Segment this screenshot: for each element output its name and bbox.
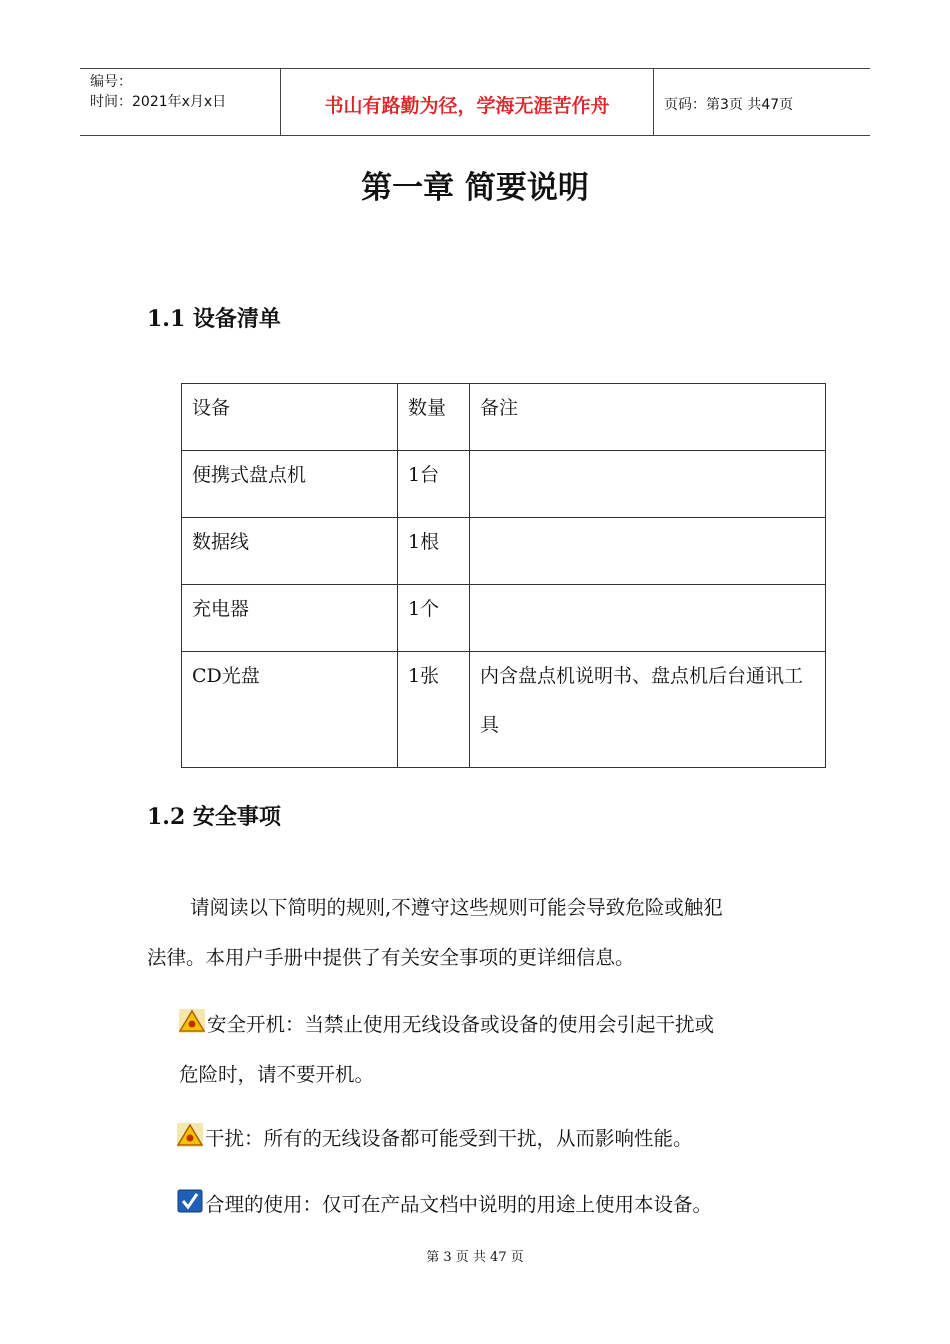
table-row (182, 451, 826, 518)
table-cell: CD光盘 (182, 652, 398, 768)
table-cell: 便携式盘点机 (182, 451, 398, 518)
page-footer: 第 3 页 共 47 页 (426, 1250, 524, 1265)
intro-line-1: 请阅读以下简明的规则,不遵守这些规则可能会导致危险或触犯 (190, 896, 723, 919)
table-row (182, 585, 826, 652)
header-time: 时间：2021年x月x日 (90, 94, 227, 110)
header-page: 页码：第3页 共47页 (664, 97, 794, 113)
safety-item-proper-use (177, 1180, 712, 1230)
safety-item-text: 合理的使用：仅可在产品文档中说明的用途上使用本设备。 (205, 1193, 713, 1216)
table-cell: 1根 (398, 518, 470, 585)
chapter-title: 第一章 简要说明 (361, 170, 589, 206)
table-cell: 内含盘点机说明书、盘点机后台通讯工具 (470, 652, 826, 768)
checkbox-icon (177, 1182, 203, 1206)
header-meta (80, 69, 281, 135)
table-header-row (182, 384, 826, 451)
table-cell: 1台 (398, 451, 470, 518)
safety-item-text: 干扰：所有的无线设备都可能受到干扰，从而影响性能。 (205, 1127, 693, 1150)
table-cell: 1张 (398, 652, 470, 768)
warning-icon (177, 1116, 203, 1140)
safety-item-power-on (179, 1000, 714, 1050)
section-title-equipment: 1.1 设备清单 (147, 306, 281, 332)
table-row (182, 518, 826, 585)
table-cell (470, 585, 826, 652)
column-header: 备注 (470, 384, 826, 451)
page-header (80, 68, 870, 136)
safety-item-text: 安全开机：当禁止使用无线设备或设备的使用会引起干扰或 (207, 1013, 715, 1036)
warning-icon (179, 1002, 205, 1026)
column-header: 数量 (398, 384, 470, 451)
safety-item-power-on-cont: 危险时，请不要开机。 (179, 1063, 375, 1086)
column-header: 设备 (182, 384, 398, 451)
intro-line-2: 法律。本用户手册中提供了有关安全事项的更详细信息。 (147, 946, 635, 969)
table-cell: 充电器 (182, 585, 398, 652)
safety-item-interference (177, 1114, 693, 1164)
table-cell (470, 518, 826, 585)
section-title-safety: 1.2 安全事项 (147, 804, 281, 830)
header-motto: 书山有路勤为径，学海无涯苦作舟 (281, 69, 654, 135)
equipment-table (181, 383, 826, 768)
table-row (182, 652, 826, 768)
table-cell: 1个 (398, 585, 470, 652)
table-cell (470, 451, 826, 518)
table-cell: 数据线 (182, 518, 398, 585)
header-number: 编号： (90, 74, 132, 90)
